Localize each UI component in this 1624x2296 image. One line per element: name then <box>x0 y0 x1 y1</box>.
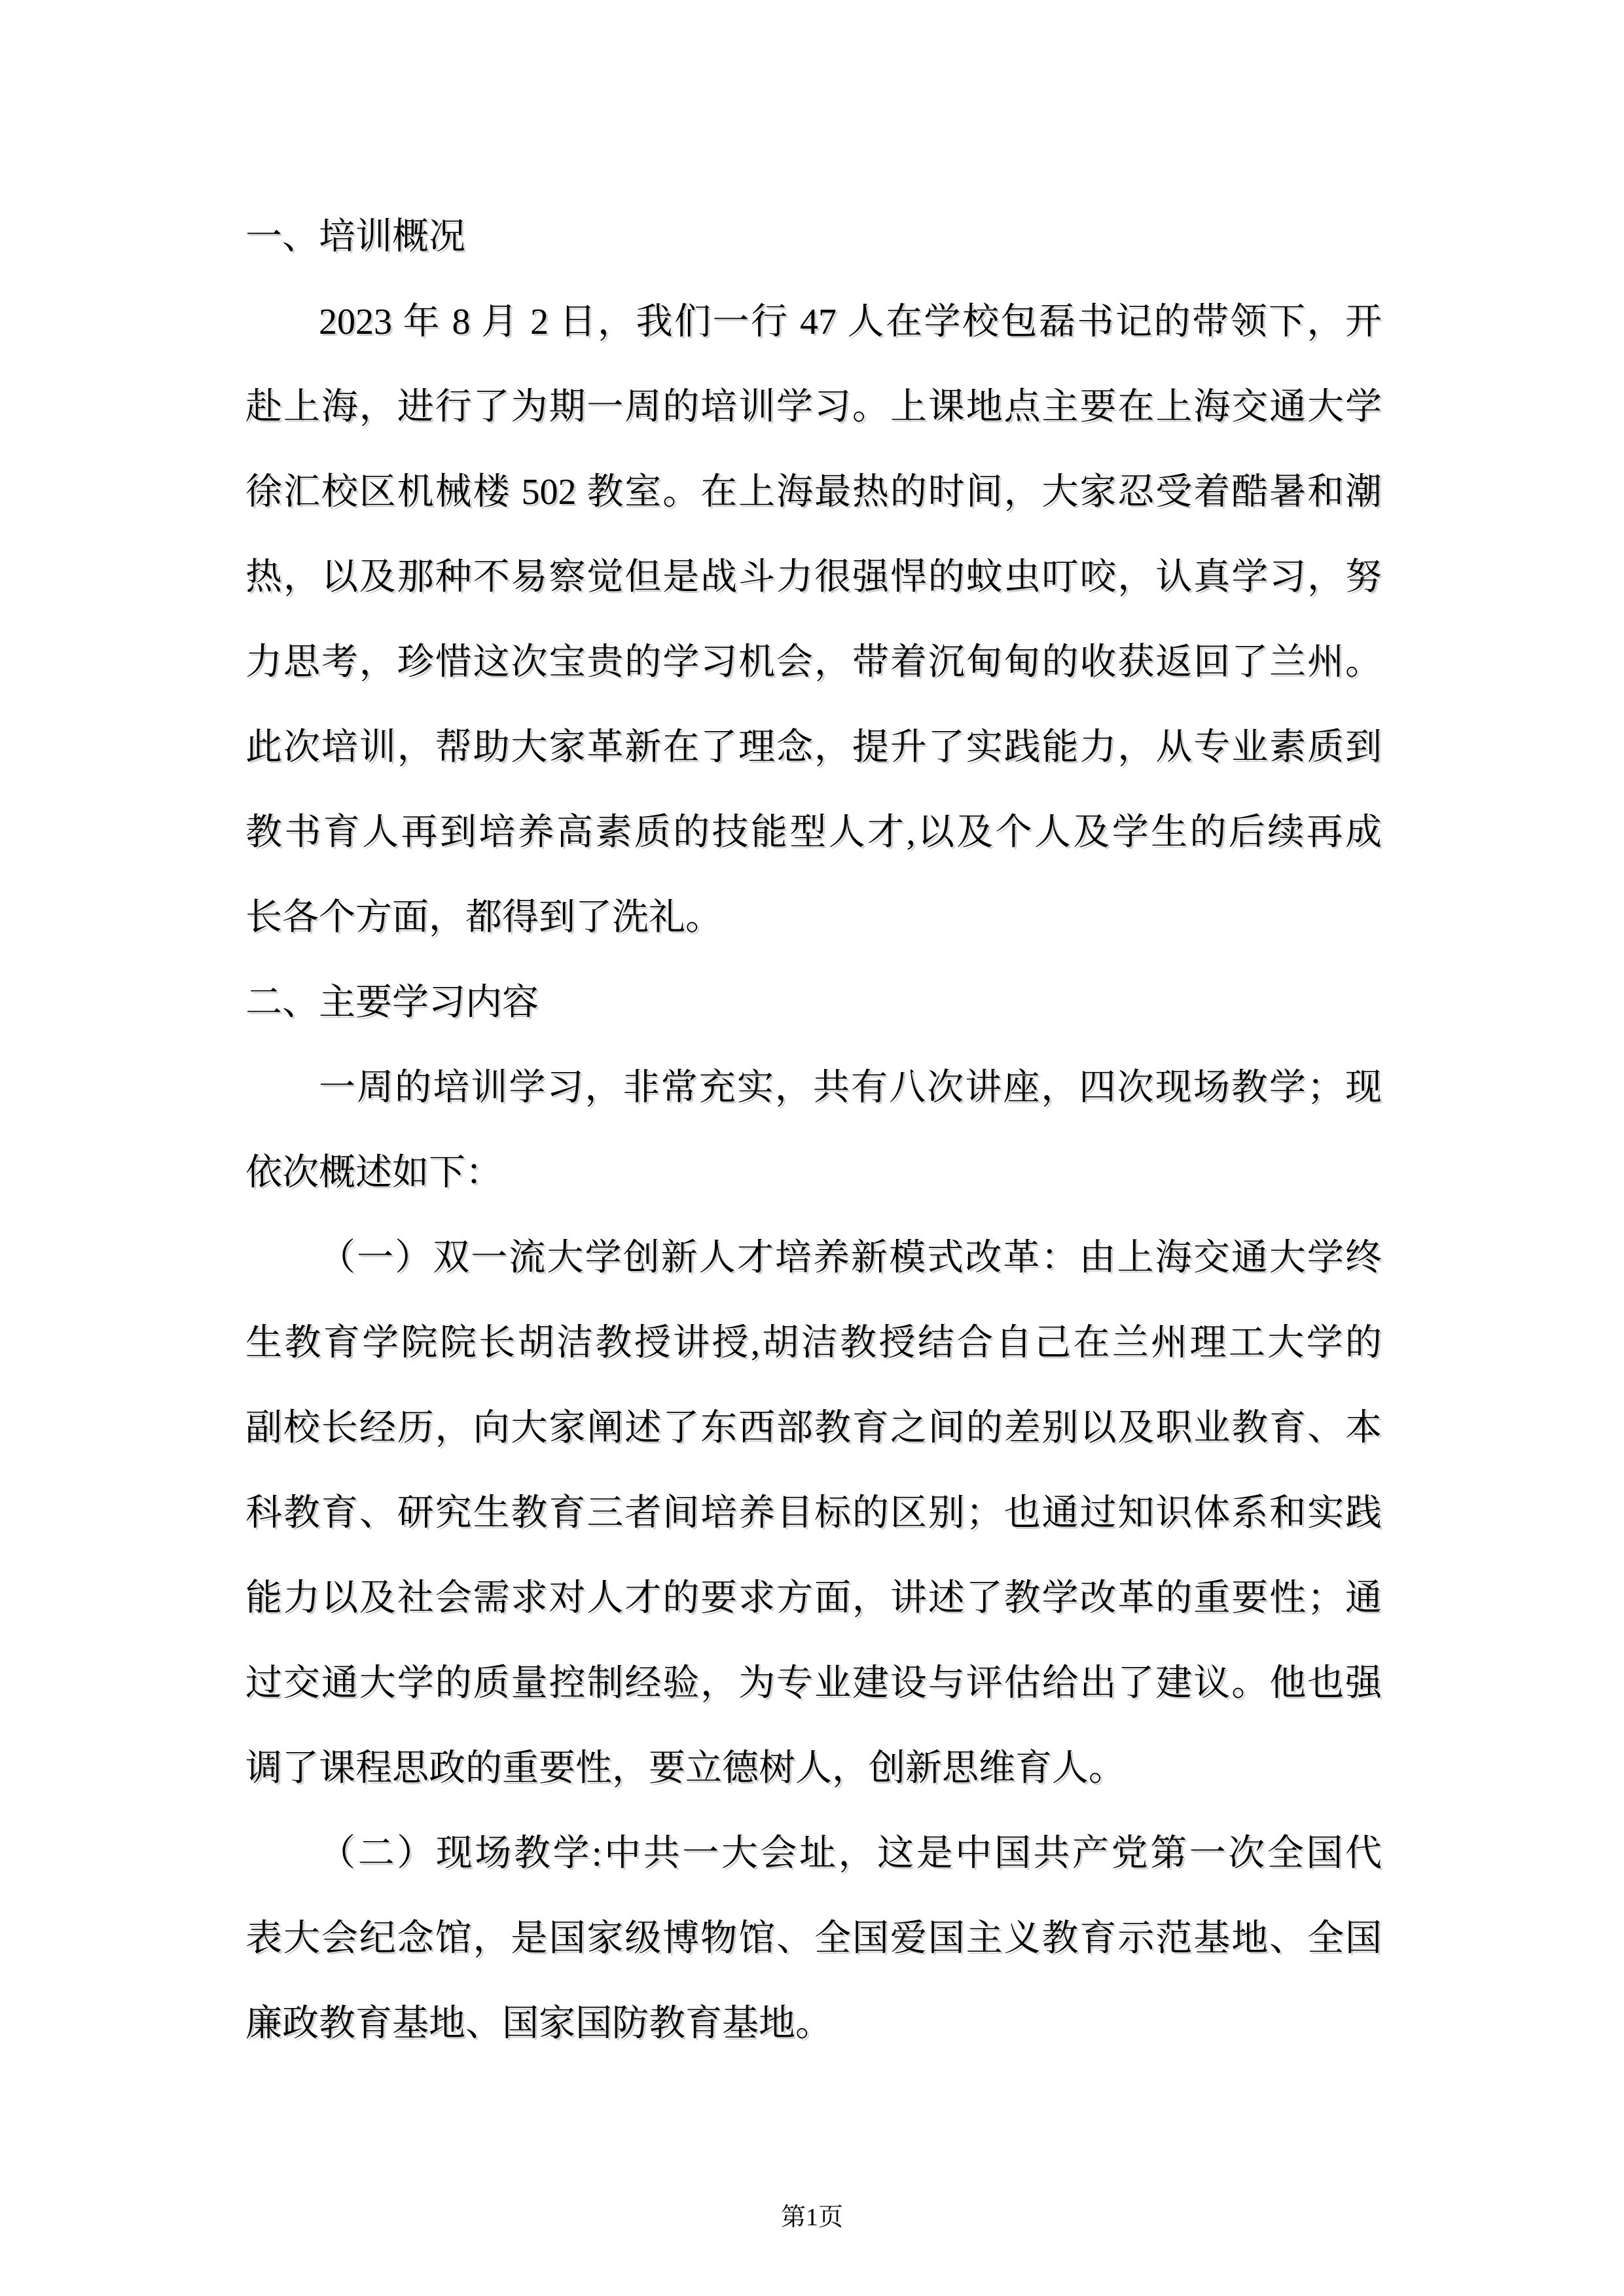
paragraph-line: （一）双一流大学创新人才培养新模式改革：由上海交通大学终 <box>319 1238 1382 1278</box>
paragraph-line: 此次培训，帮助大家革新在了理念，提升了实践能力，从专业素质到 <box>245 727 1382 768</box>
paragraph-line: 2023 年 8 月 2 日，我们一行 47 人在学校包磊书记的带领下，开 <box>319 302 1382 342</box>
section1-heading: 一、培训概况 <box>245 217 465 257</box>
paragraph-line: 力思考，珍惜这次宝贵的学习机会，带着沉甸甸的收获返回了兰州。 <box>245 642 1382 683</box>
paragraph-line: 徐汇校区机械楼 502 教室。在上海最热的时间，大家忍受着酷暑和潮 <box>245 472 1382 512</box>
paragraph-line: 调了课程思政的重要性，要立德树人，创新思维育人。 <box>245 1748 1125 1789</box>
paragraph-line: 过交通大学的质量控制经验，为专业建设与评估给出了建议。他也强 <box>245 1663 1382 1704</box>
paragraph-line: 能力以及社会需求对人才的要求方面，讲述了教学改革的重要性；通 <box>245 1578 1382 1619</box>
paragraph-line: 副校长经历，向大家阐述了东西部教育之间的差别以及职业教育、本 <box>245 1408 1382 1448</box>
document-body <box>245 194 1382 2066</box>
paragraph-line: 赴上海，进行了为期一周的培训学习。上课地点主要在上海交通大学 <box>245 387 1382 427</box>
paragraph-line: 教书育人再到培养高素质的技能型人才,以及个人及学生的后续再成 <box>245 812 1382 853</box>
paragraph-line: 依次概述如下： <box>245 1153 502 1193</box>
paragraph-line: 廉政教育基地、国家国防教育基地。 <box>245 2003 832 2044</box>
paragraph-line: 一周的培训学习，非常充实，共有八次讲座，四次现场教学；现 <box>319 1067 1382 1108</box>
paragraph-line: （二）现场教学:中共一大会址，这是中国共产党第一次全国代 <box>319 1833 1382 1874</box>
paragraph-line: 热，以及那种不易察觉但是战斗力很强悍的蚊虫叮咬，认真学习，努 <box>245 557 1382 598</box>
section2-heading: 二、主要学习内容 <box>245 982 539 1023</box>
paragraph-line: 生教育学院院长胡洁教授讲授,胡洁教授结合自己在兰州理工大学的 <box>245 1323 1382 1363</box>
paragraph-line: 长各个方面，都得到了洗礼。 <box>245 897 722 938</box>
page-number: 第1页 <box>780 2204 843 2231</box>
paragraph-line: 表大会纪念馆，是国家级博物馆、全国爱国主义教育示范基地、全国 <box>245 1918 1382 1959</box>
paragraph-line: 科教育、研究生教育三者间培养目标的区别；也通过知识体系和实践 <box>245 1493 1382 1534</box>
